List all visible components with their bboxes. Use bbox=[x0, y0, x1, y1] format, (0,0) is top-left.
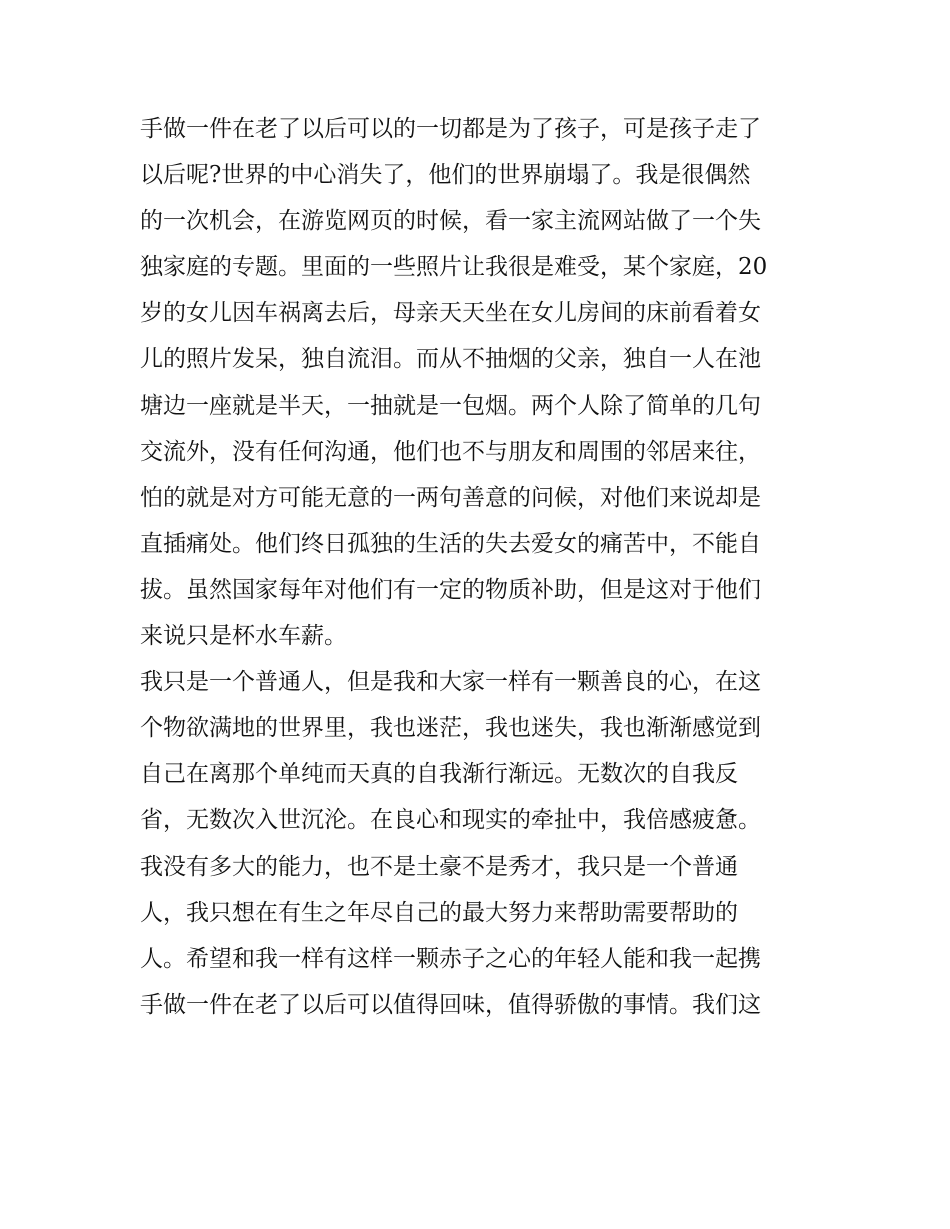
text-line: 我只是一个普通人，但是我和大家一样有一颗善良的心，在这 bbox=[140, 669, 761, 696]
text-line: 我没有多大的能力，也不是土豪不是秀才，我只是一个普通 bbox=[140, 853, 738, 880]
text-line: 来说只是杯水车薪。 bbox=[140, 623, 347, 650]
text-line: 手做一件在老了以后可以值得回味，值得骄傲的事情。我们这 bbox=[140, 991, 761, 1018]
text-line: 手做一件在老了以后可以的一切都是为了孩子，可是孩子走了 bbox=[140, 116, 761, 142]
text-line: 自己在离那个单纯而天真的自我渐行渐远。无数次的自我反 bbox=[140, 761, 738, 788]
text-line: 儿的照片发呆，独自流泪。而从不抽烟的父亲，独自一人在池 bbox=[140, 346, 761, 373]
body-text bbox=[140, 106, 820, 1028]
text-line: 直插痛处。他们终日孤独的生活的失去爱女的痛苦中，不能自 bbox=[140, 530, 761, 557]
text-line: 塘边一座就是半天，一抽就是一包烟。两个人除了简单的几句 bbox=[140, 392, 761, 419]
text-line: 人，我只想在有生之年尽自己的最大努力来帮助需要帮助的 bbox=[140, 899, 738, 926]
text-line: 人。希望和我一样有这样一颗赤子之心的年轻人能和我一起携 bbox=[140, 945, 761, 972]
text-line: 怕的就是对方可能无意的一两句善意的问候，对他们来说却是 bbox=[140, 484, 761, 511]
text-line: 独家庭的专题。里面的一些照片让我很是难受，某个家庭，20 bbox=[140, 254, 768, 281]
text-line: 的一次机会，在游览网页的时候，看一家主流网站做了一个失 bbox=[140, 208, 761, 235]
text-line: 岁的女儿因车祸离去后，母亲天天坐在女儿房间的床前看着女 bbox=[140, 300, 761, 327]
text-line: 交流外，没有任何沟通，他们也不与朋友和周围的邻居来往， bbox=[140, 438, 761, 465]
text-line: 个物欲满地的世界里，我也迷茫，我也迷失，我也渐渐感觉到 bbox=[140, 715, 761, 742]
text-line: 省，无数次入世沉沦。在良心和现实的牵扯中，我倍感疲惫。 bbox=[140, 807, 761, 834]
text-line: 拔。虽然国家每年对他们有一定的物质补助，但是这对于他们 bbox=[140, 576, 761, 603]
text-line: 以后呢?世界的中心消失了，他们的世界崩塌了。我是很偶然 bbox=[140, 162, 751, 189]
